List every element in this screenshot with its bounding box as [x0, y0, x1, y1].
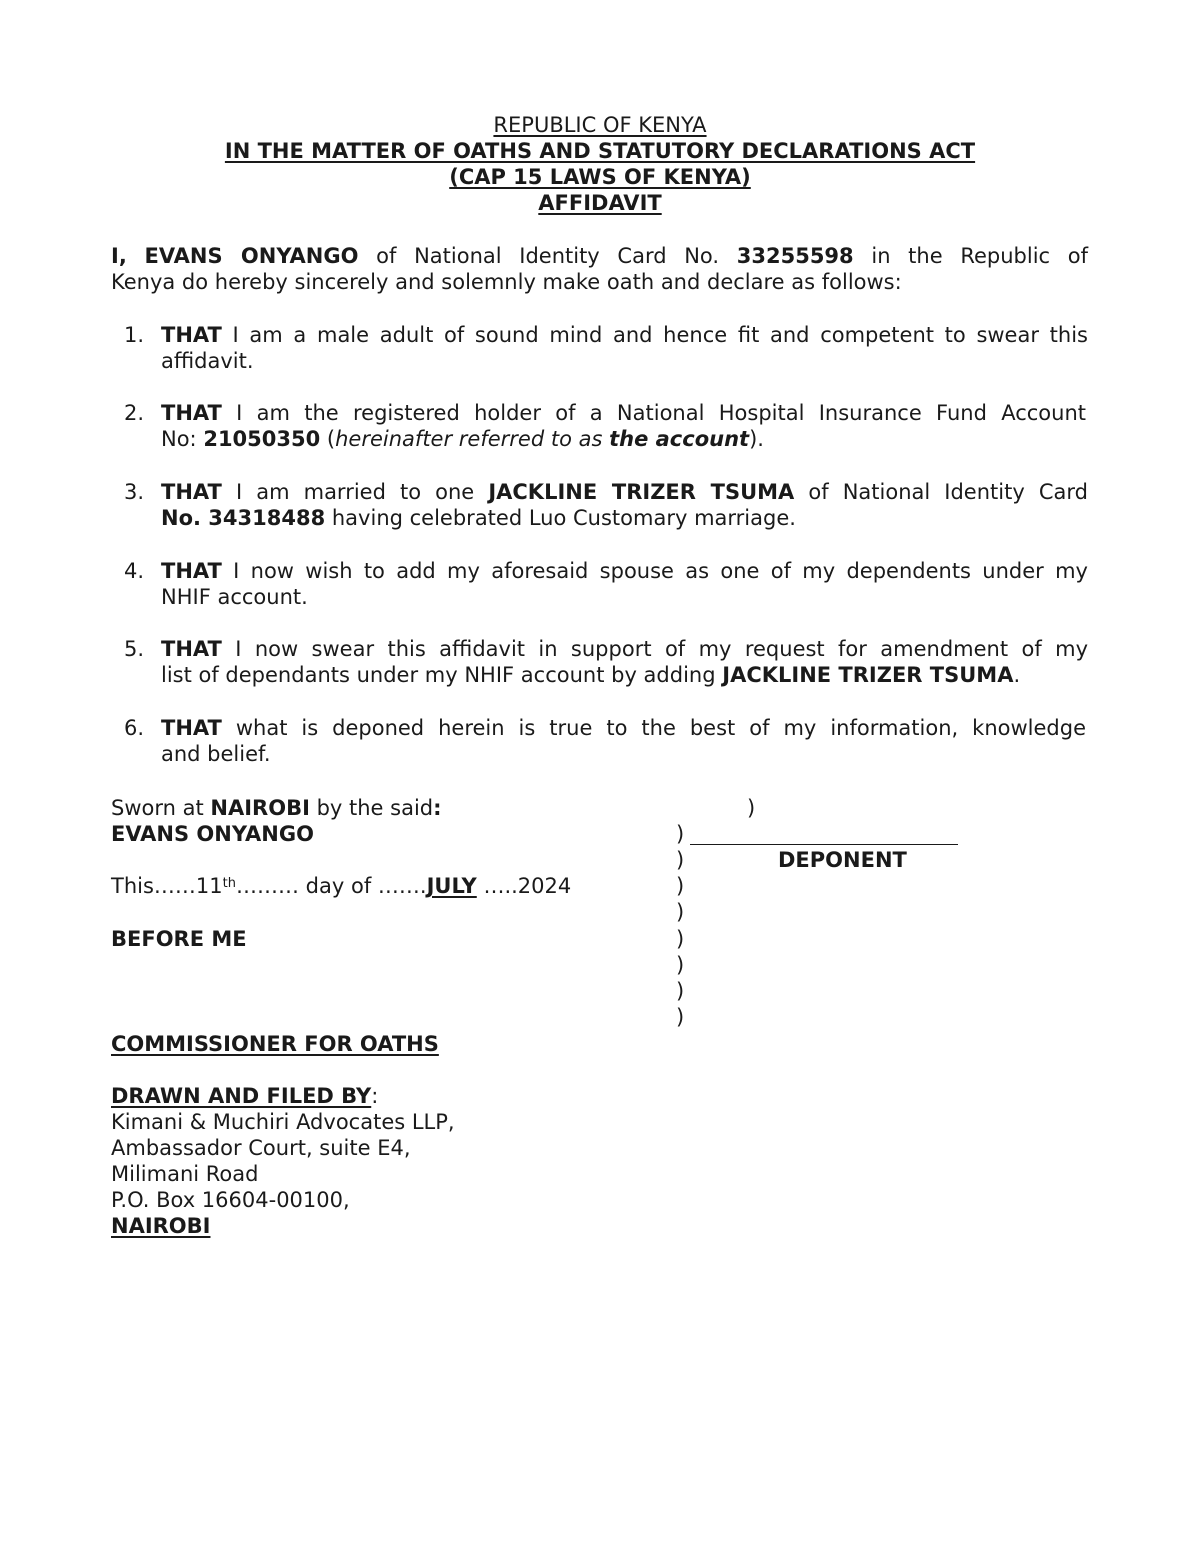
item-3-text-d: having celebrated Luo Customary marriage.: [331, 506, 796, 530]
header-republic: REPUBLIC OF KENYA: [493, 113, 707, 137]
national-id-number: 33255598: [736, 244, 854, 268]
item-3-line-1: [161, 479, 1088, 505]
sworn-city: NAIROBI: [210, 796, 310, 820]
bracket: ): [676, 900, 685, 924]
nhif-account-number: 21050350: [203, 427, 321, 451]
date-day-suffix: th: [222, 876, 236, 891]
commissioner-for-oaths: COMMISSIONER FOR OATHS: [111, 1032, 439, 1056]
header-matter: IN THE MATTER OF OATHS AND STATUTORY DECLARATIONS ACT: [224, 139, 976, 163]
item-1-line-1: [161, 322, 1088, 348]
bracket: ): [676, 848, 685, 872]
sworn-colon: :: [433, 796, 442, 820]
deponent-label: DEPONENT: [778, 848, 907, 872]
bracket: ): [676, 953, 685, 977]
item-number: 1.: [124, 323, 145, 347]
item-that: THAT: [161, 401, 222, 425]
item-that: THAT: [161, 323, 222, 347]
date-year: …..2024: [483, 874, 572, 898]
firm-name: Kimani & Muchiri Advocates LLP,: [111, 1110, 455, 1134]
item-that: THAT: [161, 716, 222, 740]
bracket: ): [676, 874, 685, 898]
before-me: BEFORE ME: [111, 927, 247, 951]
item-number: 4.: [124, 559, 145, 583]
spouse-name: JACKLINE TRIZER TSUMA: [488, 480, 795, 504]
intro-line-1: [111, 243, 1088, 269]
item-number: 3.: [124, 480, 145, 504]
paren-open: (: [326, 427, 336, 451]
item-1-text: I am a male adult of sound mind and hence fit and competent to swear this: [232, 323, 1088, 347]
bracket: ): [747, 796, 756, 820]
sworn-date: [111, 873, 571, 899]
item-4-line-2: NHIF account.: [161, 585, 308, 609]
item-2-text: I am the registered holder of a National Hospital Insurance Fund Account: [236, 401, 1086, 425]
sworn-by-text: by the said: [316, 796, 434, 820]
sworn-text: Sworn at: [111, 796, 204, 820]
item-5-text-b: list of dependants under my NHIF account by adding: [161, 663, 716, 687]
intro-i: I,: [111, 244, 127, 268]
item-4-text: I now wish to add my aforesaid spouse as one of my dependents under my: [233, 559, 1088, 583]
nhif-label: No:: [161, 427, 197, 451]
item-5-line-2: [161, 662, 1020, 688]
the-account: the account: [609, 427, 750, 451]
item-6-line-2: and belief.: [161, 742, 271, 766]
bracket: ): [676, 927, 685, 951]
date-day-of: ……… day of …….: [236, 874, 427, 898]
hereinafter-text: hereinafter referred to as: [335, 427, 603, 451]
item-number: 2.: [124, 401, 145, 425]
item-3-line-2: [161, 505, 796, 531]
item-3-text-c: of National Identity Card: [808, 480, 1088, 504]
header-title: AFFIDAVIT: [538, 191, 662, 215]
bracket: ): [676, 822, 685, 846]
period: .: [1013, 663, 1021, 687]
firm-city: NAIROBI: [111, 1214, 211, 1238]
deponent-signature-line: [690, 844, 958, 845]
item-6-line-1: [161, 715, 1086, 741]
item-that: THAT: [161, 637, 222, 661]
drawn-title: DRAWN AND FILED BY: [111, 1084, 372, 1108]
bracket: ): [676, 979, 685, 1003]
item-number: 5.: [124, 637, 145, 661]
item-1-line-2: affidavit.: [161, 349, 254, 373]
paren-close: ).: [749, 427, 764, 451]
item-5-line-1: [161, 636, 1088, 662]
intro-line-2: Kenya do hereby sincerely and solemnly make oath and declare as follows:: [111, 270, 902, 294]
firm-address-1: Ambassador Court, suite E4,: [111, 1136, 411, 1160]
date-this: This……: [111, 874, 196, 898]
spouse-id-number: No. 34318488: [161, 506, 326, 530]
header-cap: (CAP 15 LAWS OF KENYA): [449, 165, 751, 189]
jurat-deponent-name: EVANS ONYANGO: [111, 822, 314, 846]
date-month: JULY: [426, 874, 477, 898]
firm-po-box: P.O. Box 16604-00100,: [111, 1188, 350, 1212]
item-5-text: I now swear this affidavit in support of my request for amendment of my: [235, 637, 1088, 661]
intro-rest: in the Republic of: [871, 244, 1088, 268]
item-4-line-1: [161, 558, 1088, 584]
item-2-line-1: [161, 400, 1086, 426]
spouse-name: JACKLINE TRIZER TSUMA: [722, 663, 1014, 687]
item-that: THAT: [161, 480, 222, 504]
date-day: 11: [195, 874, 223, 898]
firm-address-2: Milimani Road: [111, 1162, 259, 1186]
item-2-line-2: [161, 426, 764, 452]
item-6-text: what is deponed herein is true to the best of my information, knowledge: [235, 716, 1086, 740]
item-that: THAT: [161, 559, 222, 583]
bracket: ): [676, 1005, 685, 1029]
item-number: 6.: [124, 716, 145, 740]
intro-of-id: of National Identity Card No.: [376, 244, 720, 268]
item-3-text-a: I am married to one: [235, 480, 475, 504]
sworn-at: [111, 795, 442, 821]
drawn-filed-heading: [111, 1083, 378, 1109]
drawn-colon: :: [371, 1084, 379, 1108]
deponent-name: EVANS ONYANGO: [144, 244, 359, 268]
